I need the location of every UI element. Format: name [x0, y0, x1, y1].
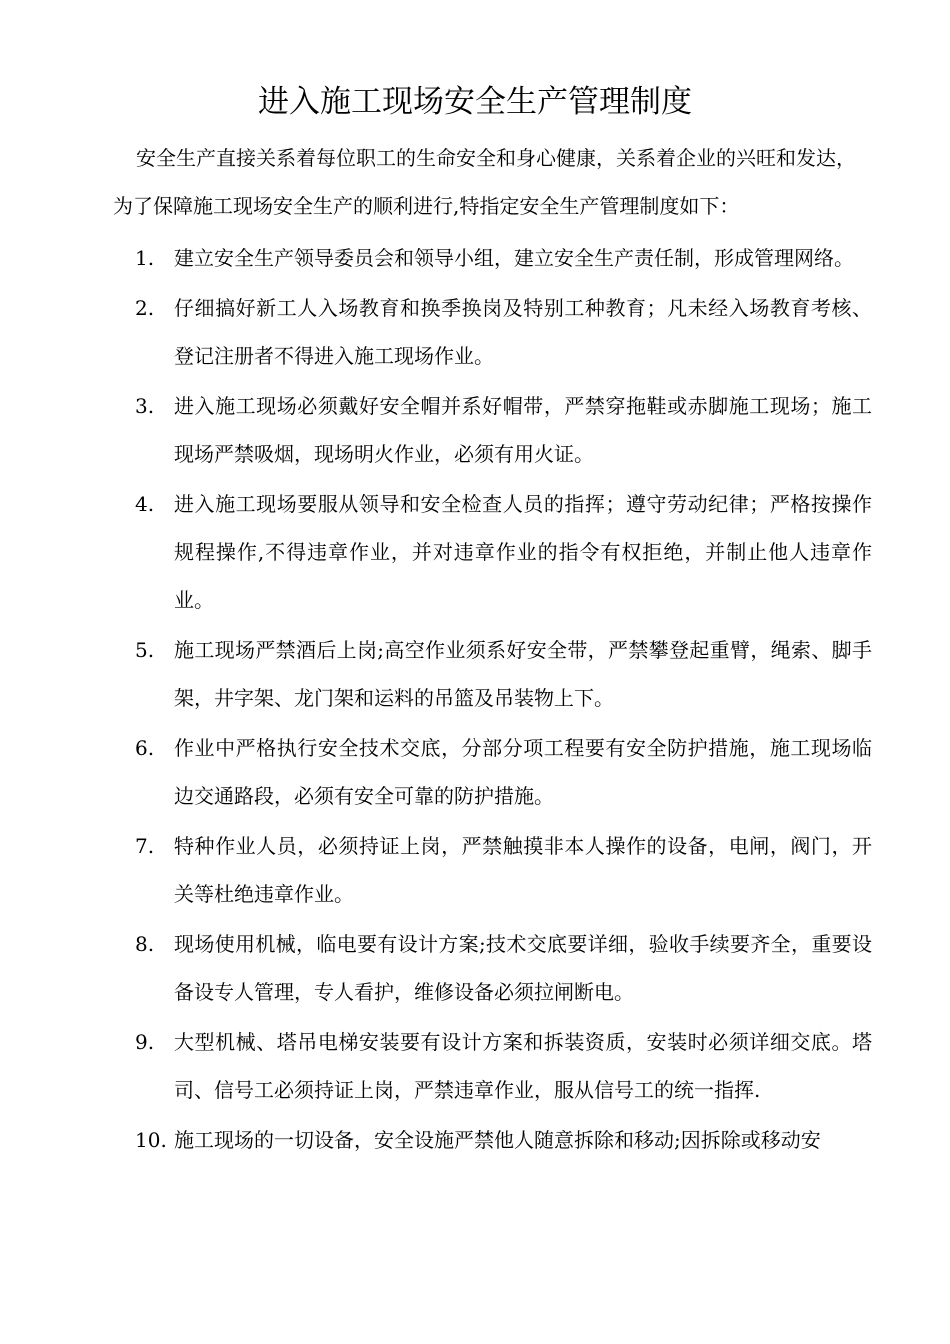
list-item — [0, 284, 950, 380]
item-number: 10. — [135, 1128, 167, 1152]
item-number: 4. — [135, 492, 155, 516]
list-item — [0, 920, 950, 1016]
list-item — [0, 1018, 950, 1114]
item-number: 3. — [135, 394, 155, 418]
item-text: 仔细搞好新工人入场教育和换季换岗及特别工种教育；凡未经入场教育考核、登记注册者不得进入施工现场作业。 — [174, 296, 872, 368]
item-number: 5. — [135, 638, 155, 662]
list-item — [0, 822, 950, 918]
item-text: 进入施工现场要服从领导和安全检查人员的指挥；遵守劳动纪律；严格按操作规程操作,不得违章作业，并对违章作业的指令有权拒绝，并制止他人违章作业。 — [174, 492, 872, 612]
list-item — [0, 626, 950, 722]
item-number: 6. — [135, 736, 155, 760]
document-title: 进入施工现场安全生产管理制度 — [258, 84, 692, 120]
item-number: 7. — [135, 834, 155, 858]
item-text: 现场使用机械，临电要有设计方案;技术交底要详细，验收手续要齐全，重要设备设专人管理，专人看护，维修设备必须拉闸断电。 — [174, 932, 872, 1004]
list-item — [0, 1116, 950, 1164]
item-text: 施工现场的一切设备，安全设施严禁他人随意拆除和移动;因拆除或移动安 — [174, 1128, 821, 1152]
item-number: 9. — [135, 1030, 155, 1054]
item-number: 1. — [135, 246, 155, 270]
item-text: 建立安全生产领导委员会和领导小组，建立安全生产责任制，形成管理网络。 — [174, 246, 854, 270]
intro-paragraph: 安全生产直接关系着每位职工的生命安全和身心健康，关系着企业的兴旺和发达，为了保障施工现场安全生产的顺利进行,特指定安全生产管理制度如下： — [113, 146, 856, 218]
item-text: 进入施工现场必须戴好安全帽并系好帽带，严禁穿拖鞋或赤脚施工现场；施工现场严禁吸烟，现场明火作业，必须有用火证。 — [174, 394, 872, 466]
item-number: 8. — [135, 932, 155, 956]
item-text: 特种作业人员，必须持证上岗，严禁触摸非本人操作的设备，电闸，阀门，开关等杜绝违章作业。 — [174, 834, 872, 906]
item-number: 2. — [135, 296, 155, 320]
item-text: 施工现场严禁酒后上岗;高空作业须系好安全带，严禁攀登起重臂，绳索、脚手架，井字架、龙门架和运料的吊篮及吊装物上下。 — [174, 638, 872, 710]
list-item — [0, 382, 950, 478]
rules-list — [0, 234, 950, 1166]
item-text: 作业中严格执行安全技术交底，分部分项工程要有安全防护措施，施工现场临边交通路段，必须有安全可靠的防护措施。 — [174, 736, 872, 808]
list-item — [0, 724, 950, 820]
item-text: 大型机械、塔吊电梯安装要有设计方案和拆装资质，安装时必须详细交底。塔司、信号工必须持证上岗，严禁违章作业，服从信号工的统一指挥. — [174, 1030, 872, 1102]
list-item — [0, 480, 950, 624]
list-item — [0, 234, 950, 282]
